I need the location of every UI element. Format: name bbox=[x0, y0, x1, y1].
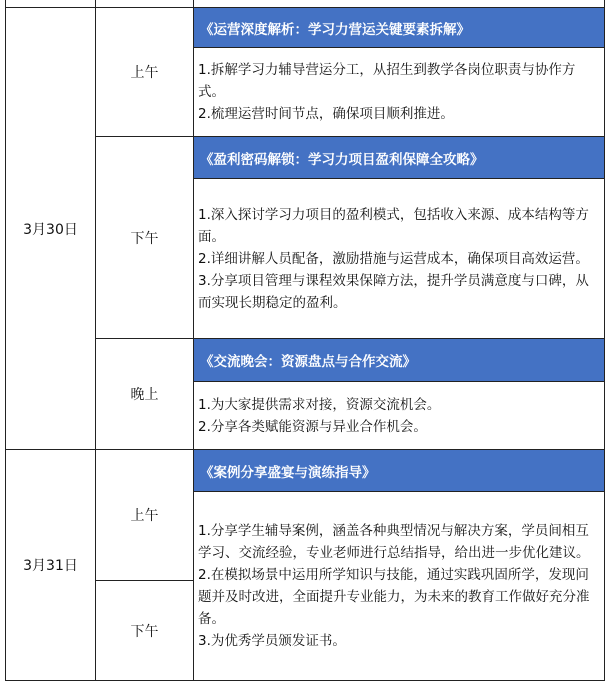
session-content bbox=[193, 178, 605, 339]
session-title: 《盈利密码解锁：学习力项目盈利保障全攻略》 bbox=[193, 136, 605, 179]
time-cell: 下午 bbox=[95, 136, 194, 339]
session-title: 《案例分享盛宴与演练指导》 bbox=[193, 449, 605, 492]
content-item: 2.在模拟场景中运用所学知识与技能，通过实践巩固所学，发现问题并及时改进，全面提升专业能力，为未来的教育工作做好充分准备。 bbox=[198, 567, 590, 627]
time-cell: 晚上 bbox=[95, 338, 194, 450]
date-cell: 3月31日 bbox=[5, 449, 96, 681]
content-item: 1.分享学生辅导案例，涵盖各种典型情况与解决方案，学员间相互学习、交流经验，专业老师进行总结指导，给出进一步优化建议。 bbox=[198, 523, 590, 561]
content-item: 2.梳理运营时间节点，确保项目顺利推进。 bbox=[198, 106, 454, 122]
content-item: 1.深入探讨学习力项目的盈利模式，包括收入来源、成本结构等方面。 bbox=[198, 206, 589, 245]
content-item: 3.为优秀学员颁发证书。 bbox=[198, 633, 346, 649]
time-cell: 下午 bbox=[95, 580, 194, 681]
content-item: 2.详细讲解人员配备，激励措施与运营成本，确保项目高效运营。 bbox=[198, 250, 589, 267]
session-content bbox=[193, 491, 605, 681]
content-item: 2.分享各类赋能资源与异业合作机会。 bbox=[198, 418, 427, 435]
content-item: 1.为大家提供需求对接，资源交流机会。 bbox=[198, 396, 441, 413]
time-cell: 上午 bbox=[95, 7, 194, 137]
session-content bbox=[193, 47, 605, 137]
session-title: 《运营深度解析：学习力营运关键要素拆解》 bbox=[193, 7, 605, 48]
content-item: 3.分享项目管理与课程效果保障方法，提升学员满意度与口碑，从而实现长期稳定的盈利。 bbox=[198, 272, 589, 311]
time-cell: 上午 bbox=[95, 449, 194, 581]
session-content bbox=[193, 381, 605, 450]
session-title: 《交流晚会：资源盘点与合作交流》 bbox=[193, 338, 605, 382]
date-cell: 3月30日 bbox=[5, 7, 96, 450]
content-item: 1.拆解学习力辅导营运分工，从招生到教学各岗位职责与协作方式。 bbox=[198, 62, 576, 100]
